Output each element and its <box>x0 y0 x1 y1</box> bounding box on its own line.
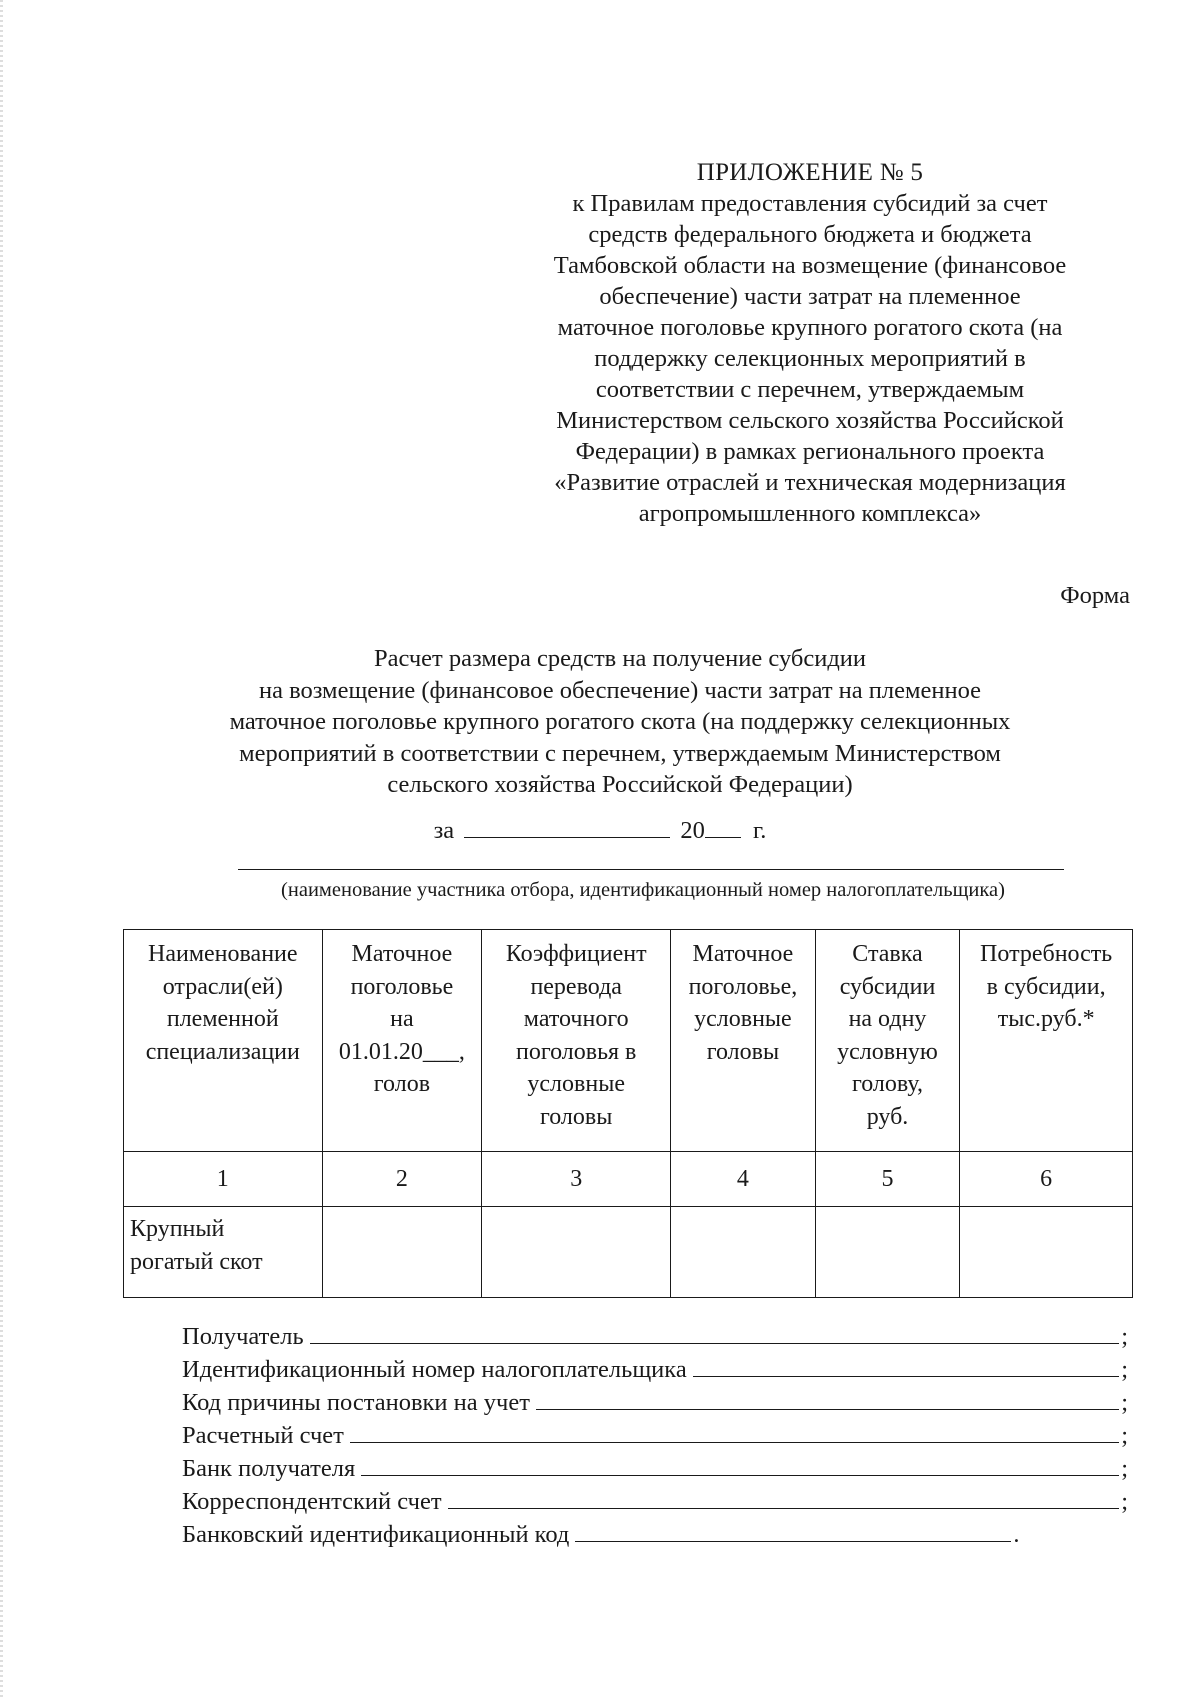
appendix-line: к Правилам предоставления субсидий за счет <box>572 190 1048 217</box>
period-year: 20 <box>680 817 705 844</box>
appendix-line: «Развитие отраслей и техническая модернизация <box>554 469 1066 496</box>
requisite-end: ; <box>1121 1488 1128 1515</box>
header-cell <box>124 930 323 1152</box>
recipient-bank-blank[interactable] <box>361 1453 1119 1476</box>
header-cell <box>482 930 671 1152</box>
requisite-label: Корреспондентский счет <box>182 1488 442 1515</box>
row-name-text: Крупный <box>130 1216 225 1242</box>
table-row <box>124 1207 1133 1298</box>
header-text: условные <box>527 1071 625 1097</box>
conditional-heads-cell[interactable] <box>671 1207 816 1298</box>
header-cell <box>960 930 1133 1152</box>
calculation-table <box>123 929 1133 1298</box>
calculation-title-line: маточное поголовье крупного рогатого скота (на поддержку селекционных <box>229 708 1011 735</box>
appendix-line: маточное поголовье крупного рогатого скота (на <box>557 314 1063 341</box>
header-text: поголовье, <box>688 973 798 1000</box>
header-text: Потребность <box>980 941 1113 967</box>
requisite-end: . <box>1013 1521 1020 1548</box>
header-text: субсидии <box>839 973 936 1000</box>
participant-caption: (наименование участника отбора, идентификационный номер налогоплательщика) <box>281 879 1005 901</box>
requisite-row <box>182 1450 1128 1483</box>
header-text: голов <box>373 1071 431 1097</box>
header-text: руб. <box>866 1103 909 1130</box>
header-text: в субсидии, <box>986 973 1106 1000</box>
requisite-row <box>182 1483 1128 1516</box>
appendix-line: Федерации) в рамках регионального проекта <box>575 438 1045 465</box>
requisite-end: ; <box>1121 1356 1128 1383</box>
requisite-label: Идентификационный номер налогоплательщика <box>182 1356 687 1383</box>
header-text: головы <box>540 1103 613 1130</box>
requisite-label: Банк получателя <box>182 1455 356 1482</box>
row-name-cell <box>124 1207 323 1298</box>
appendix-line: Министерством сельского хозяйства Российской <box>556 407 1064 434</box>
requisite-label: Банковский идентификационный код <box>182 1521 570 1548</box>
header-text: специализации <box>145 1038 300 1065</box>
period-year-blank[interactable] <box>705 815 741 838</box>
requisite-row <box>182 1351 1128 1384</box>
column-number-cell: 1 <box>124 1152 323 1207</box>
appendix-line: Тамбовской области на возмещение (финансовое <box>553 252 1067 279</box>
calculation-title-line: Расчет размера средств на получение субсидии <box>373 645 867 672</box>
header-text: поголовья в <box>515 1038 637 1065</box>
subsidy-need-cell[interactable] <box>960 1207 1133 1298</box>
requisite-label: Расчетный счет <box>182 1422 344 1449</box>
header-text: Наименование <box>148 941 298 967</box>
requisite-end: ; <box>1121 1422 1128 1449</box>
column-number-cell: 3 <box>482 1152 671 1207</box>
header-cell <box>671 930 816 1152</box>
calculation-title-line: мероприятий в соответствии с перечнем, утверждаемым Министерством <box>239 739 1001 767</box>
column-number-cell: 5 <box>815 1152 960 1207</box>
participant-name-blank[interactable] <box>238 869 1064 870</box>
appendix-line: поддержку селекционных мероприятий в <box>594 345 1026 372</box>
calculation-title <box>180 643 1060 801</box>
header-text: условную <box>837 1038 938 1065</box>
period-prefix: за <box>433 817 455 844</box>
requisite-row <box>182 1384 1128 1417</box>
header-cell <box>322 930 482 1152</box>
header-text: Ставка <box>852 941 923 967</box>
scan-edge-artifact <box>0 0 3 1697</box>
requisite-row <box>182 1417 1128 1450</box>
header-text: на одну <box>848 1006 927 1032</box>
header-text: отрасли(ей) <box>162 973 283 1000</box>
period-suffix: г. <box>753 817 767 844</box>
table-header-row <box>124 930 1133 1152</box>
calculation-title-line: на возмещение (финансовое обеспечение) части затрат на племенное <box>258 676 982 704</box>
header-text: Коэффициент <box>505 941 647 967</box>
header-text: Маточное <box>351 941 453 967</box>
appendix-title: ПРИЛОЖЕНИЕ № 5 <box>696 159 924 186</box>
correspondent-account-blank[interactable] <box>448 1486 1120 1509</box>
row-name-text: рогатый скот <box>130 1248 263 1275</box>
period-month-blank[interactable] <box>464 815 670 838</box>
requisite-end: ; <box>1121 1323 1128 1350</box>
header-text: головы <box>706 1038 780 1065</box>
header-text: 01.01.20___, <box>338 1038 465 1065</box>
requisite-end: ; <box>1121 1389 1128 1416</box>
period-line <box>0 815 1200 846</box>
header-text: условные <box>694 1006 792 1032</box>
appendix-line: соответствии с перечнем, утверждаемым <box>595 376 1025 403</box>
header-text: голову, <box>851 1071 923 1097</box>
requisite-row <box>182 1516 1128 1549</box>
column-number-cell: 6 <box>960 1152 1133 1207</box>
kpp-blank[interactable] <box>536 1387 1119 1410</box>
appendix-header <box>500 157 1120 529</box>
requisite-label: Код причины постановки на учет <box>182 1389 530 1416</box>
header-text: племенной <box>166 1006 279 1032</box>
appendix-line: агропромышленного комплекса» <box>638 500 982 527</box>
recipient-requisites <box>182 1318 1128 1549</box>
column-number-cell: 2 <box>322 1152 482 1207</box>
header-text: перевода <box>530 973 622 1000</box>
header-text: Маточное <box>692 941 794 967</box>
bic-blank[interactable] <box>575 1519 1011 1542</box>
requisite-end: ; <box>1121 1455 1128 1482</box>
inn-blank[interactable] <box>693 1354 1119 1377</box>
column-number-cell: 4 <box>671 1152 816 1207</box>
header-text: на <box>390 1006 414 1032</box>
settlement-account-blank[interactable] <box>350 1420 1119 1443</box>
requisite-label: Получатель <box>182 1323 304 1350</box>
recipient-blank[interactable] <box>310 1321 1120 1344</box>
appendix-line: обеспечение) части затрат на племенное <box>599 283 1021 310</box>
header-text: поголовье <box>350 973 454 1000</box>
column-number-row <box>124 1152 1133 1207</box>
calculation-title-line: сельского хозяйства Российской Федерации) <box>387 771 853 798</box>
header-text: маточного <box>523 1006 629 1032</box>
requisite-row <box>182 1318 1128 1351</box>
subsidy-rate-cell[interactable] <box>815 1207 960 1298</box>
conversion-coefficient-cell[interactable] <box>482 1207 671 1298</box>
appendix-line: средств федерального бюджета и бюджета <box>588 221 1032 248</box>
header-text: тыс.руб.* <box>997 1006 1095 1032</box>
livestock-heads-cell[interactable] <box>322 1207 482 1298</box>
header-cell <box>815 930 960 1152</box>
form-label: Форма <box>1060 582 1130 609</box>
